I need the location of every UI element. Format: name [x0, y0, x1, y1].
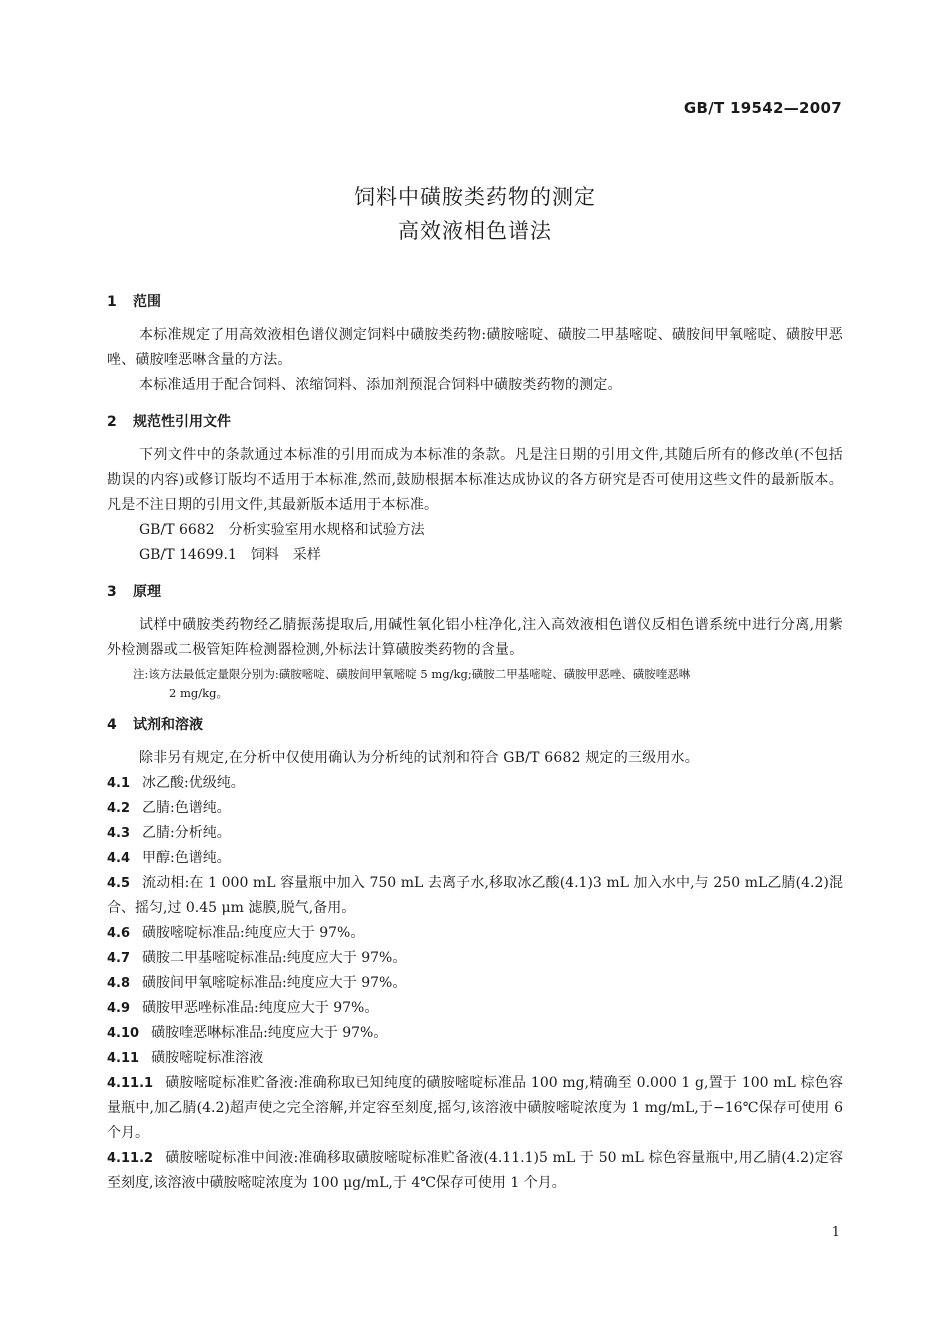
- reference-item: [107, 543, 843, 568]
- section-title: 原理: [133, 584, 161, 600]
- paragraph: 本标准适用于配合饲料、浓缩饲料、添加剂预混合饲料中磺胺类药物的测定。: [139, 377, 622, 393]
- section-title: 规范性引用文件: [133, 414, 231, 430]
- item-text: 流动相:在 1 000 mL 容量瓶中加入 750 mL 去离子水,移取冰乙酸(4.1)3 mL 加入水中,与 250 mL乙腈(4.2)混合、摇匀,过 0.45 μm 滤膜,脱气,备用。: [107, 875, 843, 916]
- document-title: [0, 180, 950, 248]
- note: [107, 665, 843, 703]
- list-item: [107, 996, 843, 1021]
- item-text: 乙腈:色谱纯。: [142, 800, 231, 816]
- section-1-heading: [107, 290, 843, 315]
- section-title: 试剂和溶液: [133, 717, 203, 733]
- item-text: 甲醇:色谱纯。: [142, 850, 231, 866]
- list-item: [107, 846, 843, 871]
- item-number: 4.7: [107, 951, 131, 966]
- title-line-1: 饲料中磺胺类药物的测定: [354, 185, 596, 209]
- item-text: 冰乙酸:优级纯。: [142, 775, 245, 791]
- item-text: 磺胺嘧啶标准中间液:准确移取磺胺嘧啶标准贮备液(4.11.1)5 mL 于 50 mL 棕色容量瓶中,用乙腈(4.2)定容至刻度,该溶液中磺胺嘧啶浓度为 100 μg/mL,于 4℃保存可使用 1 个月。: [107, 1150, 843, 1191]
- item-text: 磺胺嘧啶标准品:纯度应大于 97%。: [142, 925, 365, 941]
- section-number: 3: [107, 584, 117, 600]
- section-number: 1: [107, 294, 117, 310]
- list-item: [107, 946, 843, 971]
- list-item: [107, 1046, 843, 1071]
- list-item: [107, 796, 843, 821]
- item-text: 磺胺甲恶唑标准品:纯度应大于 97%。: [142, 1000, 379, 1016]
- item-number: 4.6: [107, 926, 131, 941]
- item-number: 4.4: [107, 851, 131, 866]
- paragraph: 试样中磺胺类药物经乙腈振荡提取后,用碱性氧化铝小柱净化,注入高效液相色谱仪反相色谱系统中进行分离,用紫外检测器或二极管矩阵检测器检测,外标法计算磺胺类药物的含量。: [107, 617, 843, 658]
- item-text: 磺胺嘧啶标准溶液: [151, 1050, 264, 1066]
- item-text: 乙腈:分析纯。: [142, 825, 231, 841]
- item-number: 4.8: [107, 976, 131, 991]
- list-item: [107, 871, 843, 921]
- item-text: 磺胺间甲氧嘧啶标准品:纯度应大于 97%。: [142, 975, 407, 991]
- section-4-heading: [107, 713, 843, 738]
- list-item: [107, 921, 843, 946]
- item-number: 4.1: [107, 776, 131, 791]
- item-number: 4.2: [107, 801, 131, 816]
- section-2-heading: [107, 410, 843, 435]
- reference-item: [107, 518, 843, 543]
- item-number: 4.9: [107, 1001, 131, 1016]
- section-number: 2: [107, 414, 117, 430]
- reference-code: GB/T 6682: [139, 522, 215, 538]
- section-title: 范围: [133, 294, 161, 310]
- title-line-2: 高效液相色谱法: [398, 219, 552, 243]
- section-3-heading: [107, 580, 843, 605]
- list-item: [107, 1146, 843, 1196]
- list-item: [107, 971, 843, 996]
- note-line-1: 注:该方法最低定量限分别为:磺胺嘧啶、磺胺间甲氧嘧啶 5 mg/kg;磺胺二甲基嘧啶、磺胺甲恶唑、磺胺喹恶啉: [133, 667, 691, 681]
- paragraph: 除非另有规定,在分析中仅使用确认为分析纯的试剂和符合 GB/T 6682 规定的三级用水。: [139, 750, 699, 766]
- reference-title: 饲料 采样: [250, 547, 321, 563]
- list-item: [107, 771, 843, 796]
- reference-code: GB/T 14699.1: [139, 547, 237, 563]
- list-item: [107, 1021, 843, 1046]
- item-number: 4.11.1: [107, 1076, 154, 1091]
- section-number: 4: [107, 717, 117, 733]
- item-text: 磺胺二甲基嘧啶标准品:纯度应大于 97%。: [142, 950, 407, 966]
- paragraph: 本标准规定了用高效液相色谱仪测定饲料中磺胺类药物:磺胺嘧啶、磺胺二甲基嘧啶、磺胺间甲氧嘧啶、磺胺甲恶唑、磺胺喹恶啉含量的方法。: [107, 327, 843, 368]
- item-number: 4.3: [107, 826, 131, 841]
- item-number: 4.11.2: [107, 1151, 154, 1166]
- page-number: 1: [831, 1225, 840, 1240]
- item-number: 4.10: [107, 1026, 140, 1041]
- item-number: 4.5: [107, 876, 131, 891]
- note-line-2: 2 mg/kg。: [169, 686, 228, 700]
- item-text: 磺胺喹恶啉标准品:纯度应大于 97%。: [151, 1025, 388, 1041]
- standard-number: GB/T 19542—2007: [683, 99, 842, 117]
- paragraph: 下列文件中的条款通过本标准的引用而成为本标准的条款。凡是注日期的引用文件,其随后所有的修改单(不包括勘误的内容)或修订版均不适用于本标准,然而,鼓励根据本标准达成协议的各方研究是否可使用这些文件的最新版本。凡是不注日期的引用文件,其最新版本适用于本标准。: [107, 447, 843, 513]
- item-number: 4.11: [107, 1051, 140, 1066]
- list-item: [107, 821, 843, 846]
- document-body: [107, 286, 843, 1196]
- list-item: [107, 1071, 843, 1146]
- item-text: 磺胺嘧啶标准贮备液:准确称取已知纯度的磺胺嘧啶标准品 100 mg,精确至 0.000 1 g,置于 100 mL 棕色容量瓶中,加乙腈(4.2)超声使之完全溶解,并定容至刻度,摇匀,该溶液中磺胺嘧啶浓度为 1 mg/mL,于−16℃保存可使用 6 个月。: [107, 1075, 843, 1141]
- reference-title: 分析实验室用水规格和试验方法: [228, 522, 425, 538]
